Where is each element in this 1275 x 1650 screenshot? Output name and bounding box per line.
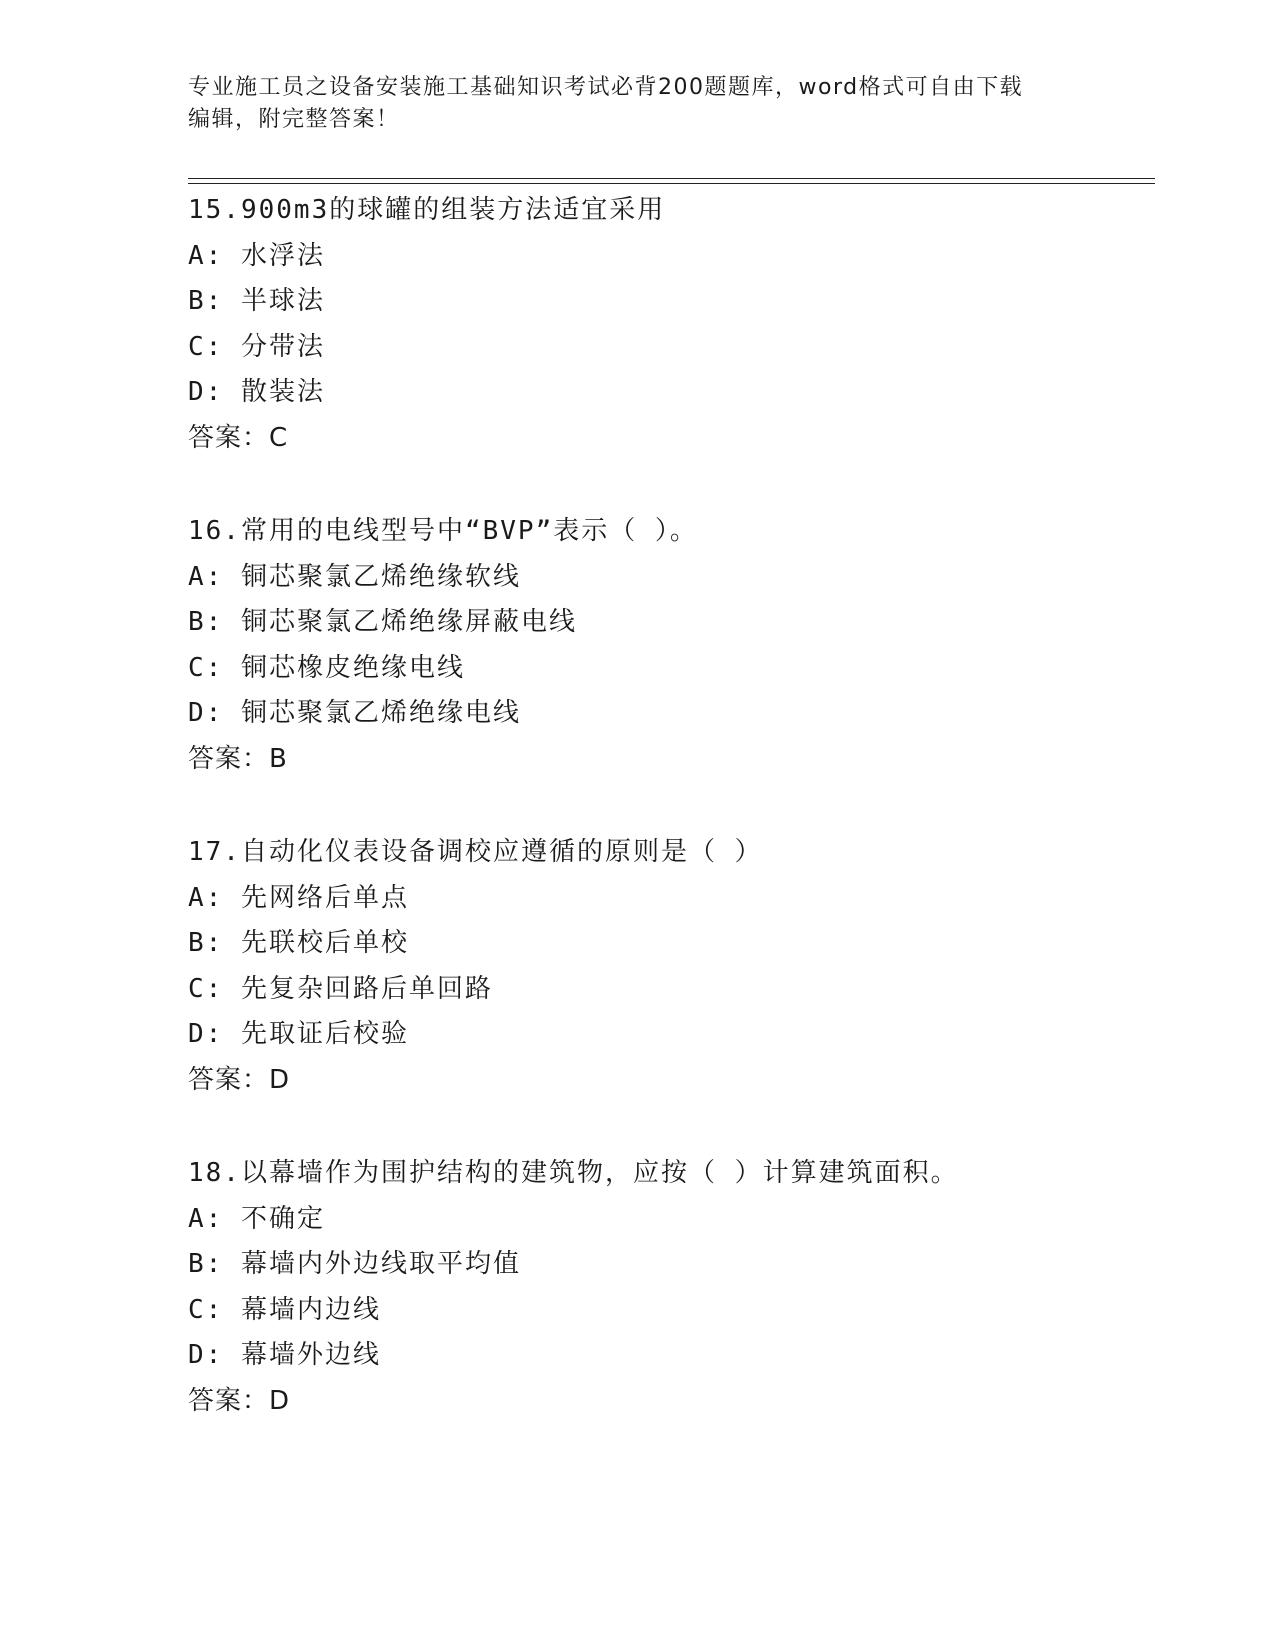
option-c: C: 先复杂回路后单回路 (188, 973, 493, 1004)
header-divider-top (188, 178, 1155, 179)
option-a: A: 不确定 (188, 1203, 325, 1234)
answer: 答案：D (188, 1385, 291, 1416)
option-c: C: 幕墙内边线 (188, 1294, 381, 1325)
option-b: B: 幕墙内外边线取平均值 (188, 1249, 521, 1279)
option-d: D: 先取证后校验 (188, 1019, 409, 1049)
option-d: D: 散装法 (188, 377, 325, 407)
option-c: C: 分带法 (188, 331, 325, 362)
question-15 (188, 188, 1155, 461)
header-divider-bottom (188, 183, 1155, 184)
option-a: A: 水浮法 (188, 240, 325, 271)
header-line-2: 编辑，附完整答案！ (188, 107, 400, 132)
document-header (188, 72, 1088, 136)
option-b: B: 铜芯聚氯乙烯绝缘屏蔽电线 (188, 607, 577, 637)
question-list (188, 188, 1155, 1472)
option-b: B: 半球法 (188, 286, 325, 316)
question-stem: 17.自动化仪表设备调校应遵循的原则是（ ） (188, 837, 763, 867)
answer: 答案：C (188, 422, 289, 453)
question-stem: 18.以幕墙作为围护结构的建筑物，应按（ ）计算建筑面积。 (188, 1158, 959, 1188)
option-b: B: 先联校后单校 (188, 928, 409, 958)
question-stem: 15.900m3的球罐的组装方法适宜采用 (188, 195, 666, 225)
option-d: D: 铜芯聚氯乙烯绝缘电线 (188, 698, 521, 728)
option-d: D: 幕墙外边线 (188, 1340, 381, 1370)
option-a: A: 先网络后单点 (188, 882, 409, 913)
question-16 (188, 509, 1155, 782)
option-c: C: 铜芯橡皮绝缘电线 (188, 652, 465, 683)
answer: 答案：D (188, 1064, 291, 1095)
answer: 答案：B (188, 743, 288, 774)
question-stem: 16.常用的电线型号中“BVP”表示（ ）。 (188, 516, 698, 546)
header-line-1: 专业施工员之设备安装施工基础知识考试必背200题题库，word格式可自由下载 (188, 75, 1024, 100)
question-18 (188, 1151, 1155, 1424)
option-a: A: 铜芯聚氯乙烯绝缘软线 (188, 561, 521, 592)
question-17 (188, 830, 1155, 1103)
